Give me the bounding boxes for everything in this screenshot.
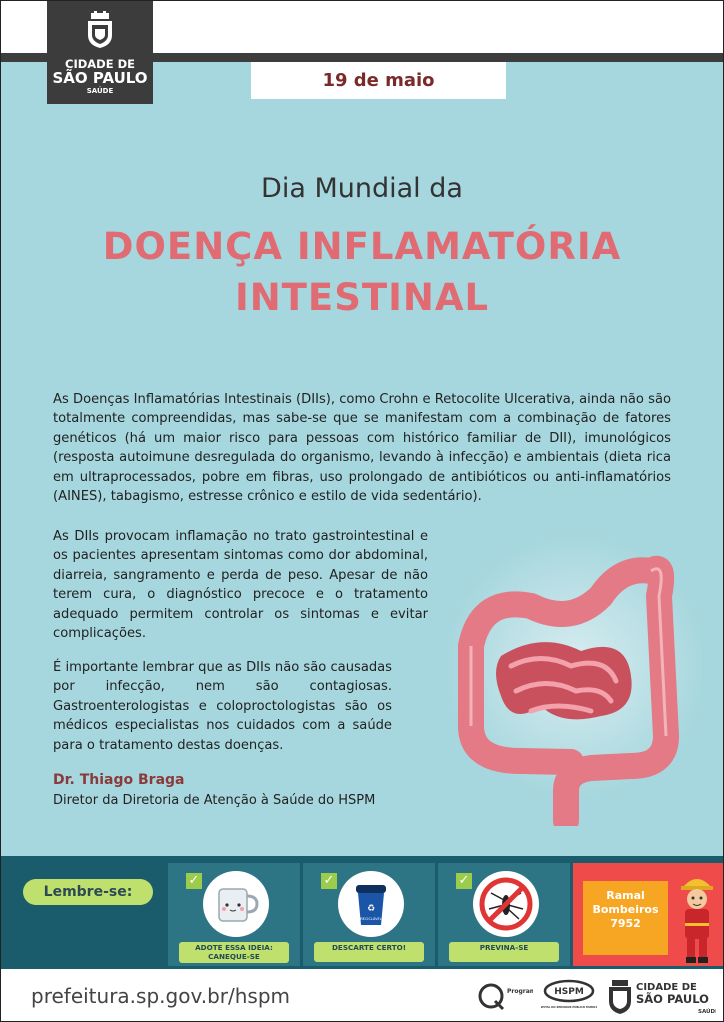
reminder-label: Lembre-se:	[23, 879, 153, 905]
paragraph-symptoms: As DIIs provocam inflamação no trato gastrointestinal e os pacientes apresentam sintomas como dor abdominal, diarreia, sangramento e perda de peso. Apesar de não terem cura, o diagnóstico precoce e o tratamento adequado permitem controlar os sintomas e evitar complicações.	[53, 529, 428, 642]
footer-city-line2: SÃO PAULO	[636, 992, 709, 1006]
no-mosquito-icon	[473, 871, 539, 937]
hspm-logo	[541, 979, 597, 1013]
title-line1: DOENÇA INFLAMATÓRIA	[102, 225, 622, 268]
firefighter-icon	[675, 869, 719, 965]
subtitle: Dia Mundial da	[261, 173, 463, 204]
date-banner: 19 de maio	[251, 62, 506, 99]
logo-line2: SÃO PAULO	[52, 69, 148, 87]
paragraph-specialists: É importante lembrar que as DIIs não são causadas por infecção, nem são contagiosas. Gastroenterologistas e coloproctologistas são os médicos especialistas nos cuidados com a saúde para o tratamento destas doenças.	[53, 660, 392, 753]
tile-bin-label: DESCARTE CERTO!	[314, 942, 424, 962]
ramal-box	[583, 881, 668, 955]
footer-city-line1: CIDADE DE	[636, 982, 697, 993]
footer-url[interactable]: prefeitura.sp.gov.br/hspm	[31, 984, 291, 1008]
intestine-illustration	[441, 536, 701, 826]
check-icon: ✓	[456, 873, 472, 889]
footer	[1, 969, 723, 1021]
crest-icon	[85, 11, 115, 49]
tile-mug	[168, 863, 300, 966]
mug-icon	[203, 871, 269, 937]
author-name: Dr. Thiago Braga	[53, 772, 185, 788]
ramal-line1: Ramal	[606, 889, 645, 902]
firefighter-panel	[573, 863, 723, 966]
recycle-bin-icon	[338, 871, 404, 937]
bin-text: RECICLÁVEL	[360, 917, 382, 921]
author-role: Diretor da Diretoria de Atenção à Saúde do HSPM	[53, 793, 376, 808]
tile-bin	[303, 863, 435, 966]
title-line2: INTESTINAL	[234, 276, 490, 319]
quality-program-logo	[477, 979, 533, 1013]
city-logo	[47, 1, 153, 104]
tile-mosquito-label: PREVINA-SE	[449, 942, 559, 962]
ramal-line2: Bombeiros	[592, 903, 659, 916]
quality-text: Progra	[507, 988, 530, 995]
check-icon: ✓	[186, 873, 202, 889]
hspm-subtext: PITAL DO SERVIDOR PÚBLICO MUNICI	[542, 1006, 597, 1009]
hspm-text: HSPM	[554, 987, 584, 997]
footer-city-line3: SAÚD	[698, 1009, 716, 1015]
paragraph-causes: As Doenças Inflamatórias Intestinais (DIIs), como Crohn e Retocolite Ulcerativa, ainda não são totalmente compreendidas, mas sabe-se que se manifestam com a combinação de fatores genéticos (há um maior risco para pessoas com histórico familiar de DII), imunológicos (resposta autoimune desregulada do organismo, levando à infecção) e ambientais (dieta rica em ultraprocessados, pobre em fibras, uso prolongado de antibióticos ou anti-inflamatórios (AINES), tabagismo, estresse crônico e estilo de vida sedentário).	[53, 392, 671, 505]
tile-mug-label: ADOTE ESSA IDEIA: CANEQUE-SE	[179, 942, 289, 963]
check-icon: ✓	[321, 873, 337, 889]
city-logo-footer	[606, 977, 716, 1017]
ramal-line3: 7952	[610, 917, 641, 930]
main-title	[1, 221, 723, 323]
tile-mosquito	[438, 863, 570, 966]
svg-text:♻: ♻	[366, 904, 376, 914]
logo-line1: CIDADE DE	[65, 57, 135, 71]
logo-line3: SAÚDE	[86, 87, 114, 95]
